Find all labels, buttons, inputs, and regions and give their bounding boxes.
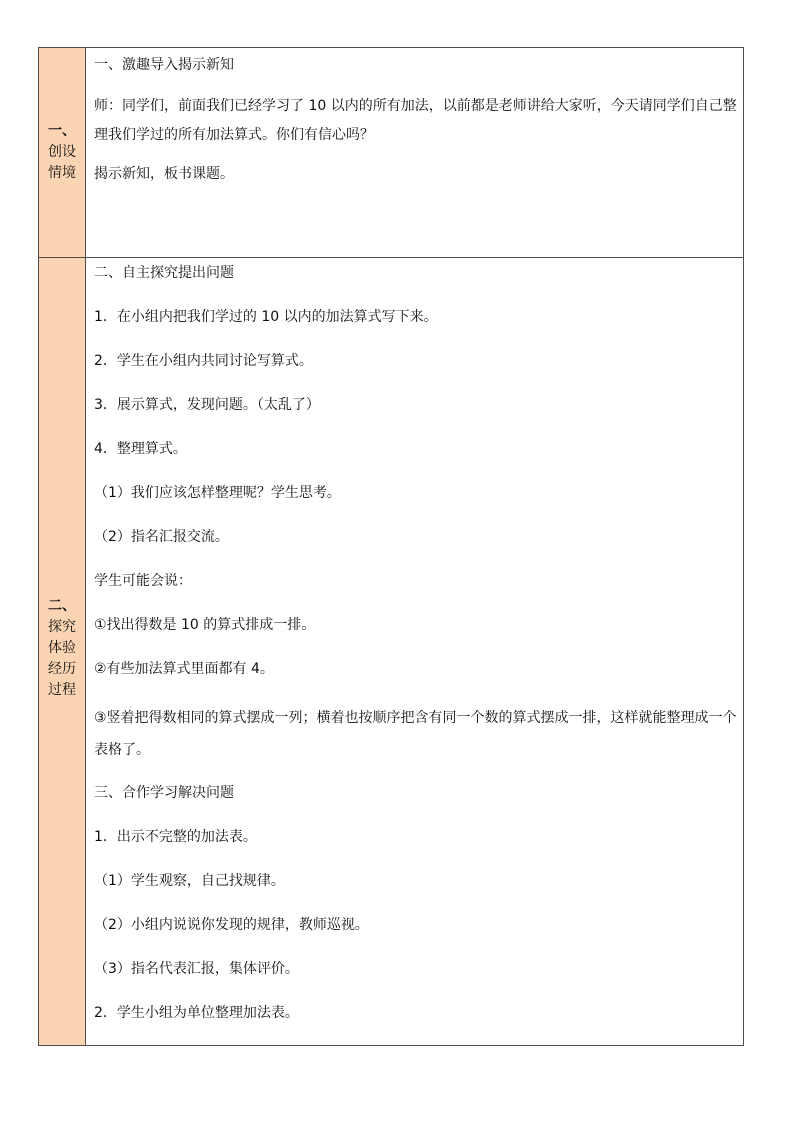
section-label-line: 经历 bbox=[48, 661, 76, 677]
paragraph: （2）小组内说说你发现的规律，教师巡视。 bbox=[94, 917, 369, 933]
paragraph: 学生可能会说： bbox=[94, 573, 192, 589]
section-label-cell bbox=[39, 48, 86, 258]
section-label-line: 情境 bbox=[48, 165, 76, 181]
section-row-1 bbox=[39, 48, 744, 258]
section-label-line: 探究 bbox=[48, 619, 76, 635]
paragraph: （2）指名汇报交流。 bbox=[94, 529, 229, 545]
paragraph: 2．学生小组为单位整理加法表。 bbox=[94, 1005, 299, 1021]
section-label-number: 一、 bbox=[48, 123, 76, 139]
section-label-number: 二、 bbox=[48, 598, 76, 614]
paragraph: ①找出得数是 10 的算式排成一排。 bbox=[94, 617, 316, 633]
section-label bbox=[39, 121, 85, 184]
section-label bbox=[39, 596, 85, 701]
paragraph: （1）学生观察，自己找规律。 bbox=[94, 873, 285, 889]
section-label-line: 创设 bbox=[48, 144, 76, 160]
paragraph: 师：同学们，前面我们已经学习了 10 以内的所有加法，以前都是老师讲给大家听，今天请同学们自己整理我们学过的所有加法算式。你们有信心吗？ bbox=[94, 98, 737, 143]
section-heading: 二、自主探究提出问题 bbox=[94, 265, 234, 281]
section-heading: 三、合作学习解决问题 bbox=[94, 785, 234, 801]
section-label-line: 过程 bbox=[48, 682, 76, 698]
section-heading: 一、激趣导入揭示新知 bbox=[94, 57, 234, 73]
paragraph: 3．展示算式，发现问题。（太乱了） bbox=[94, 397, 320, 413]
paragraph: ②有些加法算式里面都有 4。 bbox=[94, 661, 274, 677]
paragraph: 揭示新知，板书课题。 bbox=[94, 166, 234, 182]
lesson-plan-table bbox=[38, 47, 744, 1046]
paragraph: 1．在小组内把我们学过的 10 以内的加法算式写下来。 bbox=[94, 309, 438, 325]
section-label-line: 体验 bbox=[48, 640, 76, 656]
paragraph: 1．出示不完整的加法表。 bbox=[94, 829, 257, 845]
paragraph: （1）我们应该怎样整理呢？学生思考。 bbox=[94, 485, 341, 501]
section-content-cell bbox=[86, 258, 744, 1046]
paragraph: （3）指名代表汇报，集体评价。 bbox=[94, 961, 299, 977]
section-row-2 bbox=[39, 258, 744, 1046]
paragraph: 2．学生在小组内共同讨论写算式。 bbox=[94, 353, 313, 369]
paragraph: ③竖着把得数相同的算式摆成一列；横着也按顺序把含有同一个数的算式摆成一排，这样就能整理成一个表格了。 bbox=[94, 710, 737, 758]
section-label-cell bbox=[39, 258, 86, 1046]
paragraph: 4．整理算式。 bbox=[94, 441, 187, 457]
section-content-cell bbox=[86, 48, 744, 258]
